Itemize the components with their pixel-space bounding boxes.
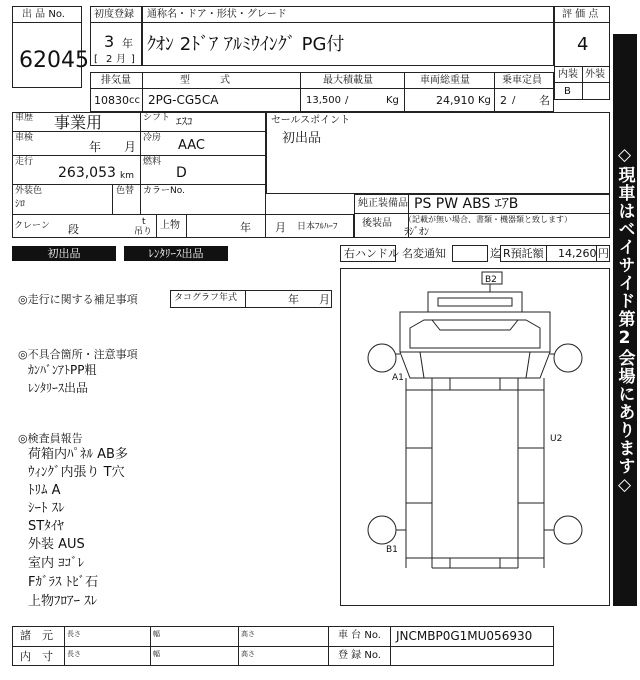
inspector-item: ﾄﾘﾑ A [28,483,61,498]
aftermarket-label: 後装品 [362,218,392,229]
lot-no-label: 出 品 No. [22,9,65,20]
month-bracket-close: ] [131,54,135,65]
shift-value: ｴｽｺ [176,115,193,128]
tachograph-year-unit: 年 [288,293,299,306]
sales-point-label: セールスポイント [271,115,351,126]
shift-label: シフト [143,113,171,123]
first-reg-month: 2 [106,54,113,65]
displacement-value: 10830 [94,94,129,107]
inspector-item: 室内 ﾖｺﾞﾚ [28,556,85,571]
gross-unit: Kg [478,95,491,106]
history-label: 車歴 [15,113,34,123]
running-notes-title: ◎走行に関する補足事項 [18,293,138,306]
inspector-item: 上物ﾌﾛｱｰ ｽﾚ [28,594,98,609]
r-meter-value: 14,260 [558,247,597,260]
color-no-label: カラーNo. [143,186,185,196]
aftermarket-note: （記載が無い場合、書類・機器類と致します） [404,215,572,224]
r-meter-label: R預託額 [503,247,544,260]
fuel-value: D [176,165,187,181]
color-label: 外装色 [15,186,43,196]
mileage-label: 走行 [15,157,34,167]
mileage-value: 263,053 [58,165,116,181]
inspector-item: STﾀｲﾔ [28,519,64,534]
inner-length-label: 長さ [67,650,81,658]
first-reg-year: 3 [104,32,115,51]
max-load-value: 13,500 [306,95,341,106]
max-load-unit: Kg [386,95,399,106]
inner-width-label: 幅 [153,650,160,658]
color-code-label: 色替 [116,186,135,196]
fuel-label: 燃料 [143,157,162,167]
capacity-value: 2 [500,94,507,107]
crane-label: クレーン [14,221,50,231]
score-label: 評 価 点 [562,9,599,20]
reg-label: 登 録 No. [338,650,381,661]
mileage-unit: km [120,171,134,181]
inspection-month-unit: 月 [124,140,137,154]
capacity-sep: / [512,95,516,106]
std-equipment-items: PS PW ABS ｴｱB [414,196,519,212]
inspector-item: 荷箱内ﾊﾟﾈﾙ AB多 [28,447,128,462]
inspector-item: 外装 AUS [28,537,85,552]
vin-label: 車 台 No. [338,630,381,641]
mark-b2: B2 [485,275,497,285]
vin-value: JNCMBP0G1MU056930 [396,629,533,643]
body-label: 上物 [160,220,180,231]
mark-b1: B1 [386,545,398,555]
defect-item: ｶﾝﾊﾞﾝｱﾄPP粗 [28,363,97,377]
crane-dan: 段 [68,223,79,236]
gross-weight-value: 24,910 [436,94,475,107]
inspector-item: ｳｨﾝｸﾞ内張り T穴 [28,465,125,480]
first-reg-year-unit: 年 [122,37,133,50]
rename-notice-label: 名変通知 [402,247,446,260]
max-load-label: 最大積載量 [323,75,373,86]
body-month-unit: 月 [275,221,286,234]
crane-tsuri: 吊り [134,227,153,237]
first-listing-tag: 初出品 [12,246,116,261]
inspector-title: ◎検査員報告 [18,432,83,445]
model-code: 2PG-CG5CA [148,93,219,107]
rename-notice-box [452,245,488,262]
inspection-label: 車検 [15,133,34,143]
tachograph-label: タコグラフ年式 [174,293,238,303]
inspector-item: ｼｰﾄ ｽﾚ [28,501,65,516]
spec-length-label: 長さ [67,630,81,638]
ac-value: AAC [178,138,205,153]
tachograph-month-unit: 月 [319,293,330,306]
inspection-year-unit: 年 [89,140,102,154]
rental-listing-tag: ﾚﾝﾀﾘｰｽ出品 [124,246,228,261]
interior-label: 内装 [558,69,578,80]
aftermarket-items: ﾗｼﾞｵﾝ [404,227,429,238]
history-value: 事業用 [54,113,103,132]
body-maker: 日本ﾌﾙﾊｰﾌ [297,222,338,232]
max-load-sep: / [345,95,349,106]
gross-label: 車両総重量 [420,75,470,86]
capacity-unit: 名 [539,94,550,107]
body-year-unit: 年 [240,221,251,234]
mark-u2: U2 [550,434,563,444]
notice-separator: 迄 [490,247,501,260]
inner-height-label: 高さ [241,650,255,658]
spec-height-label: 高さ [241,630,255,638]
score-value: 4 [577,34,589,55]
first-reg-label: 初度登録 [94,9,134,20]
defect-item: ﾚﾝﾀﾘｰｽ出品 [28,381,89,395]
mark-a1: A1 [392,373,404,383]
displacement-label: 排気量 [101,75,131,86]
model-name: ｸｵﾝ 2ﾄﾞｱ ｱﾙﾐｳｲﾝｸﾞ PG付 [147,34,345,55]
spec-width-label: 幅 [153,630,160,638]
interior-grade: B [564,86,571,97]
first-reg-month-unit: 月 [116,54,126,65]
inner-dims-label: 内 寸 [20,650,53,663]
inspector-item: Fｶﾞﾗｽ ﾄﾋﾞ石 [28,575,99,590]
std-equipment-label: 純正装備品 [358,198,408,209]
model-label: 通称名・ドア・形状・グレード [147,9,287,20]
type-label: 型 式 [180,75,230,86]
exterior-label: 外装 [585,69,605,80]
defects-title: ◎不具合箇所・注意事項 [18,348,138,361]
ac-label: 冷房 [143,133,162,143]
color-value: ｼﾛ [15,199,25,210]
crane-t: t [142,217,146,227]
venue-banner: ◇現車はベイサイド第2会場にあります◇ [613,34,637,606]
month-bracket-open: [ [94,54,98,65]
lot-no: 62045 [19,48,89,73]
truck-diagram [340,268,610,606]
spec-dims-label: 諸 元 [20,629,53,642]
sales-point-text: 初出品 [282,131,322,146]
displacement-unit: cc [129,95,140,106]
rhd-label: 右ハンドル [344,247,399,260]
capacity-label: 乗車定員 [502,75,542,86]
r-meter-unit: 円 [598,247,609,260]
